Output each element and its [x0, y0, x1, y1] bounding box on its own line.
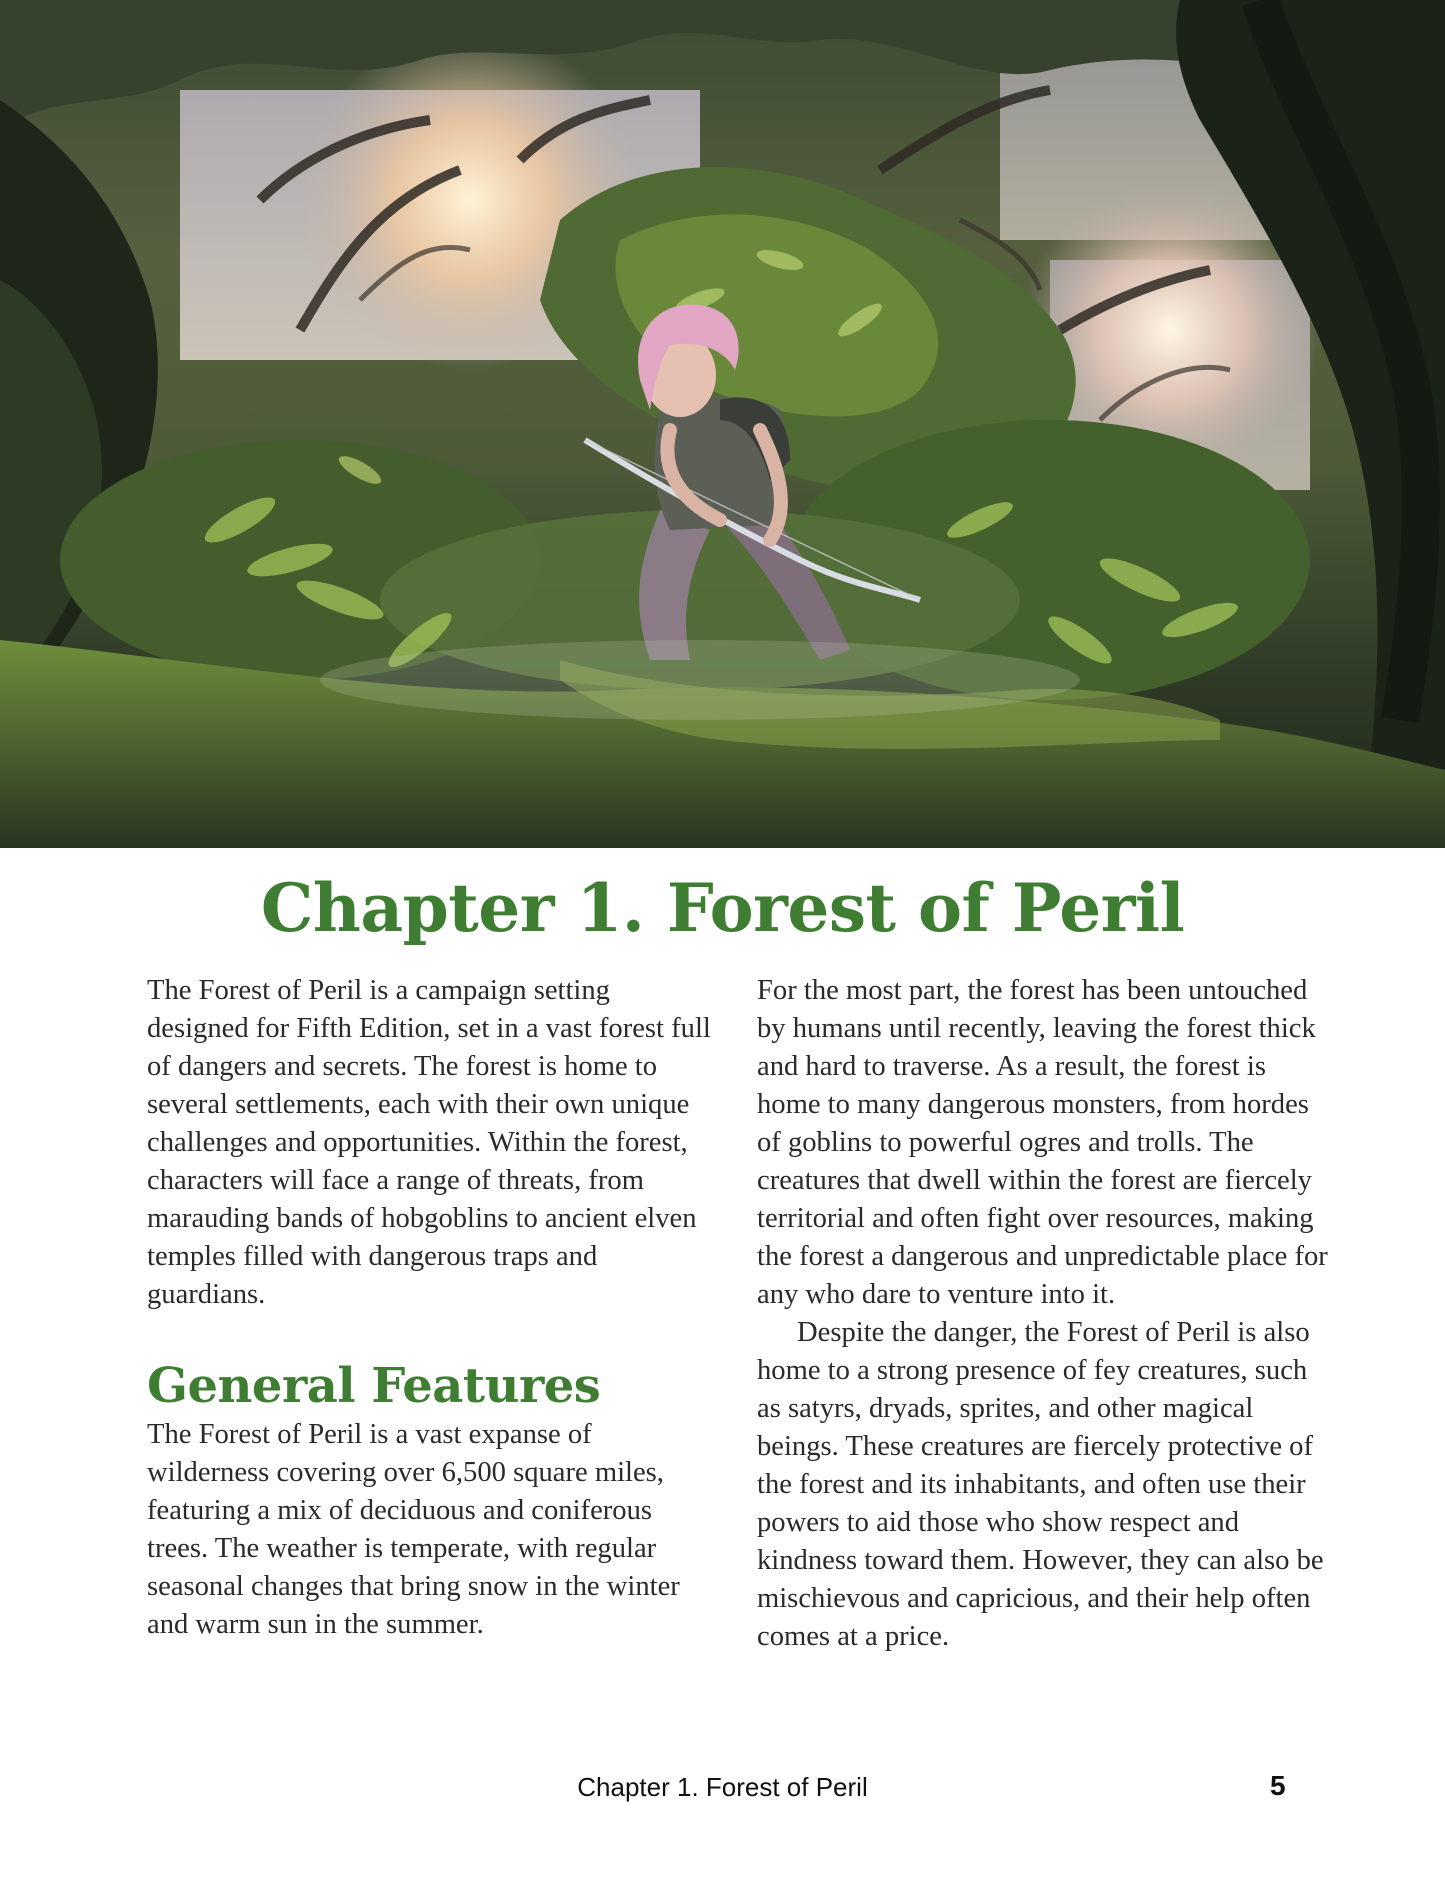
chapter-title: Chapter 1. Forest of Peril	[260, 869, 1185, 947]
page-number: 5	[1270, 1770, 1286, 1801]
right-column	[757, 972, 1329, 1656]
forest-history-paragraph: For the most part, the forest has been untouched by humans until recently, leaving the forest thick and hard to traverse. As a result, the forest is home to many dangerous monsters, from hordes of goblins to powerful ogres and trolls. The creatures that dwell within the forest are fiercely territorial and often fight over resources, making the forest a dangerous and unpredictable place for any who dare to venture into it.	[757, 975, 1328, 1310]
general-features-paragraph: The Forest of Peril is a vast expanse of wilderness covering over 6,500 square miles, featuring a mix of deciduous and coniferous trees. The weather is temperate, with regular seasonal changes that bring snow in the winter and warm sun in the summer.	[147, 1419, 680, 1640]
hero-illustration	[0, 0, 1445, 848]
footer-running-title: Chapter 1. Forest of Peril	[577, 1772, 868, 1802]
section-heading-general-features: General Features	[147, 1358, 601, 1414]
intro-paragraph: The Forest of Peril is a campaign setting designed for Fifth Edition, set in a vast forest full of dangers and secrets. The forest is home to several settlements, each with their own unique challenges and opportunities. Within the forest, characters will face a range of threats, from marauding bands of hobgoblins to ancient elven temples filled with dangerous traps and guardians.	[147, 975, 711, 1310]
forest-archer-illustration	[0, 0, 1445, 848]
fey-creatures-paragraph: Despite the danger, the Forest of Peril is also home to a strong presence of fey creatures, such as satyrs, dryads, sprites, and other magical beings. These creatures are fiercely protective of the forest and its inhabitants, and often use their powers to aid those who show respect and kindness toward them. However, they can also be mischievous and capricious, and their help often comes at a price.	[757, 1317, 1324, 1652]
left-column	[147, 972, 717, 1644]
